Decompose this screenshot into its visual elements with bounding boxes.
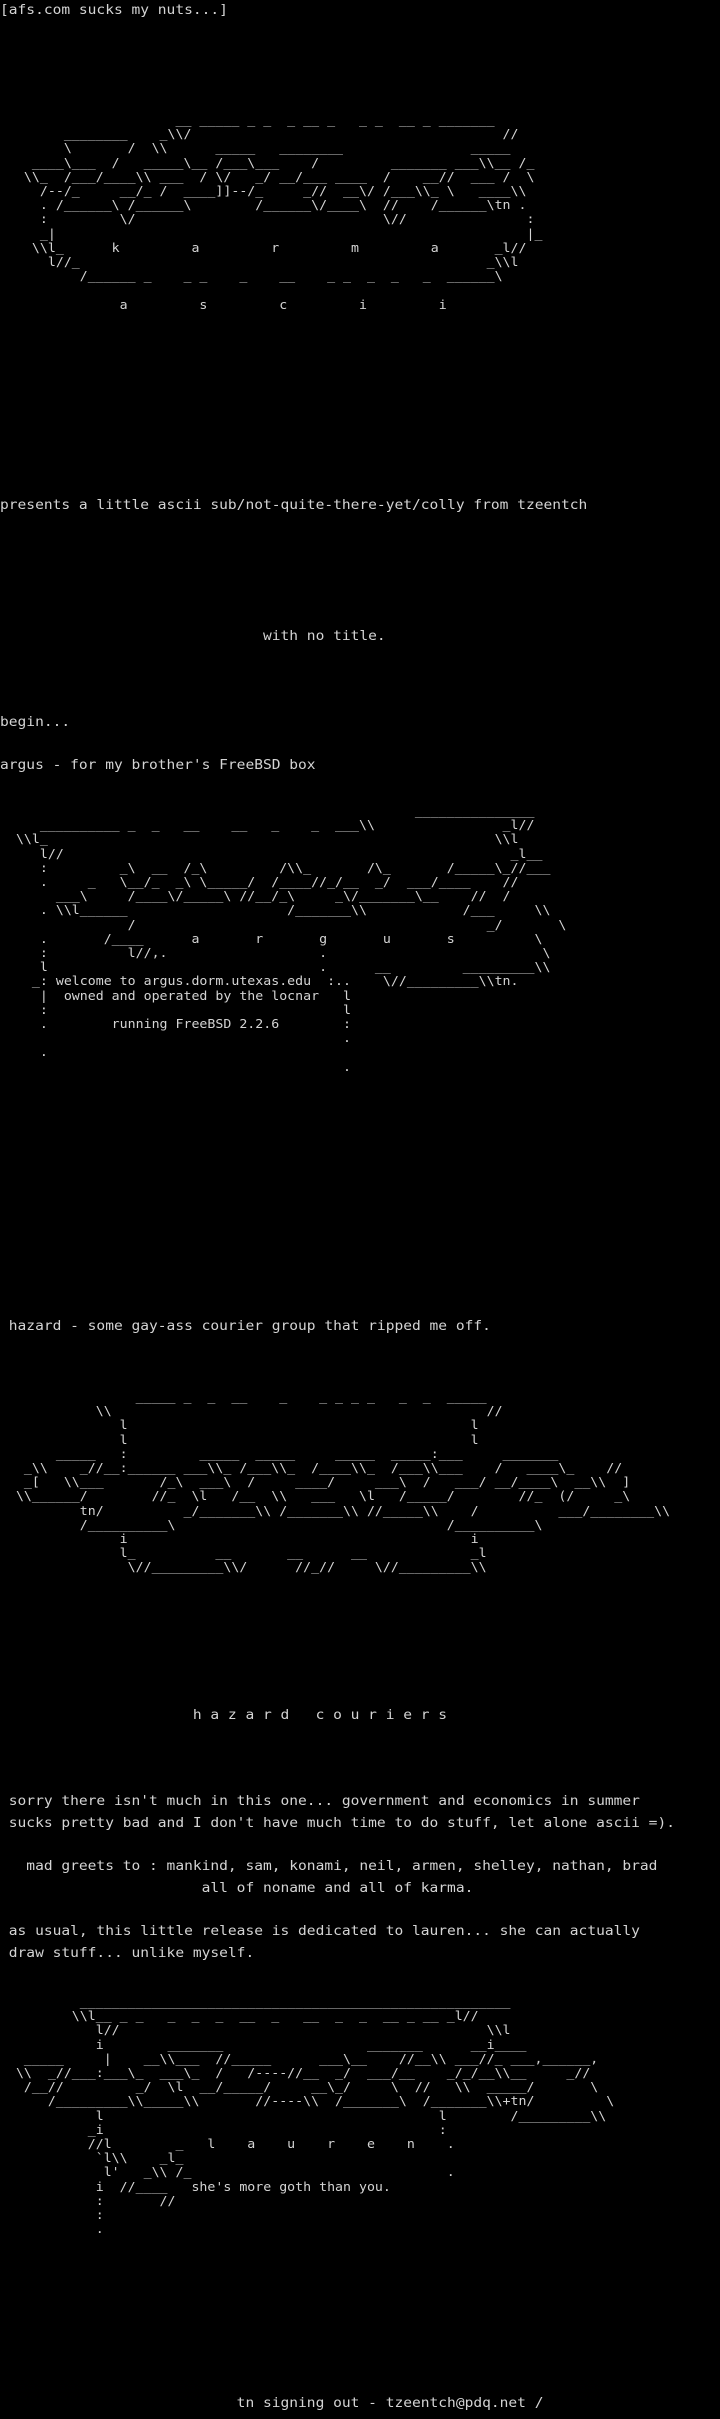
argus-logo-art: _______________ __________ _ _ __ __ _ _ ___\\ _l// \\l_ \\l l// _l__ : _\ __ /_\ /\\_ /\_ /_____\_//___ . _ \__/_ _\ \_____/ /____//_/__ _/ ___/____ // ___\ /____\/_____\ //__/_\ _\/_______\__ // / . \\l______ /_______\\ /___ \\ / _/ \ . /____ a r g u s \ : l//,. . \ l . __ _________\\ _: welcome to argus.dorm.utexas.edu :.. \//_________\\tn. | owned and operated by the locnar l : l . running FreeBSD 2.2.6 : . . . [15,803,567,1074]
sorry-line-1: sorry there isn't much in this one... government and economics in summer [0,1794,640,1809]
greets-line-2: all of noname and all of karma. [0,1881,474,1896]
presents-line: presents a little ascii sub/not-quite-there-yet/colly from tzeentch [0,498,588,513]
signoff-line: tn signing out - tzeentch@pdq.net / [0,2396,544,2411]
usual-line-2: draw stuff... unlike myself. [0,1946,255,1961]
begin-line: begin... [0,715,71,730]
greets-line-1: mad greets to : mankind, sam, konami, neil, armen, shelley, nathan, brad [0,1859,658,1874]
header-line: [afs.com sucks my nuts...] [0,3,228,18]
hazard-logo-art: _____ _ _ __ _ _ _ _ _ _ _ _____ \\ // l l l l _____ : _____ _____ _____ _____:___ _______ _\\ _//__:______ ___\\_ /___\\_ /____\\_ /___\\___ / ____\_ // _[ \\___ /_\ ___\ / ____/ ___\ / ___/ __/____\ __\\ ] \\______/ //_ \l /__ \\ ___ \l /_____/ //_ (/ _\ tn/ _/_______\\ /_______\\ //_____\\ / ___/________\\ /__________\ /__________\ i i l_ __ __ __ _l \//_________\\/ //_// \//_________\\ [15,1389,671,1575]
karmaascii-logo-art: __ _____ _ _ _ __ _ _ _ __ _ _______ ________ _\\/ // \ / \\ _____ ________ _____ ____\___ / _____\__ /___\___ / _______ ___\\__ /_ \\_ /___/____\\ ___ / \/ _/ __/___ ____ / __// ___ / \ /--/_ __/_ / ____]]--/_ _// __\/ /___\\_ \ ____\\ . /______\ /______\ /______\/____\ // /______\tn . : \/ \// : _| |_ \\l_ k a r m a _l// l//_ _\\l /______ _ _ _ _ __ _ _ _ _ _ ______\ a s c i i [23,112,543,312]
argus-title-line: argus - for my brother's FreeBSD box [0,758,316,773]
hazard-title-line: hazard - some gay-ass courier group that ripped me off. [0,1319,491,1334]
hazard-caption-line: h a z a r d c o u r i e r s [0,1708,448,1723]
sorry-line-2: sucks pretty bad and I don't have much time to do stuff, let alone ascii =). [0,1816,675,1831]
lauren-logo-art: ______________________________________________________ \\l__ _ _ _ _ _ __ _ __ _ _ __ _ __ _l// l// \\l i _______ _______ __i____ _____ | __\\___ //_____ ___\__ //__\\ ___//_ ___,______, \\ _//___:___\_ ___\_ / /----//__ _/ ___/__ _/_/__\\__ _// /__// _/ \l __/_____/ __\_/ \ // \\ _____/ \ /_________\\_____\\ //----\\ /_______\ /_______\\+tn/ \ l l /_________\\ _i : //l _ l a u r e n . `l\\ _l_ l' _\\ /_ . i //____ she's more goth than you. : // : . [15,1994,615,2237]
no-title-line: with no title. [0,629,386,644]
usual-line-1: as usual, this little release is dedicated to lauren... she can actually [0,1924,640,1939]
